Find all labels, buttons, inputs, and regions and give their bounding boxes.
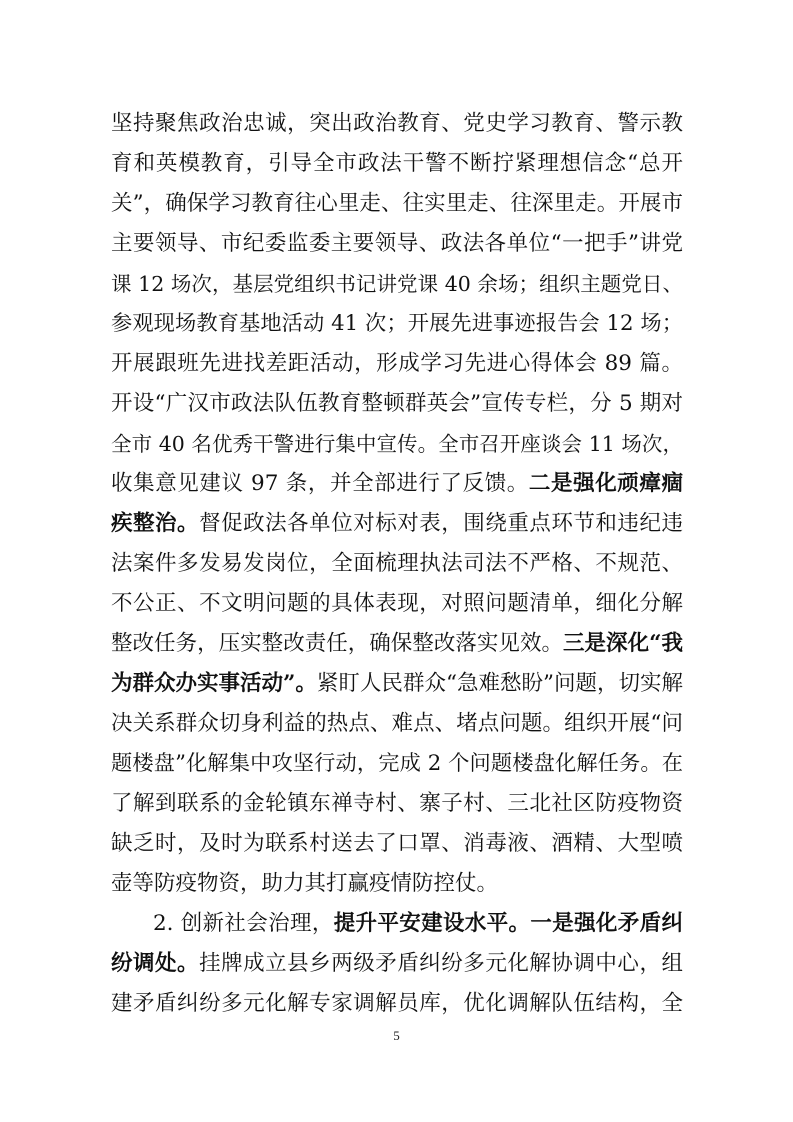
text-run: 挂牌成立县乡两级矛盾纠纷多元化解协调中心，组 xyxy=(199,951,683,976)
text-line: 开设“广汉市政法队伍教育整顿群英会”宣传专栏，分 5 期对 xyxy=(111,391,683,416)
bold-heading-run: 三是深化“我 xyxy=(563,631,683,656)
text-run: 督促政法各单位对标对表，围绕重点环节和违纪违 xyxy=(199,511,683,536)
text-line: 建矛盾纠纷多元化解专家调解员库，优化调解队伍结构，全 xyxy=(111,991,683,1016)
text-run: 收集意见建议 97 条，并全部进行了反馈。 xyxy=(111,471,529,496)
bold-heading-run: 提升平安建设水平。一是强化矛盾纠 xyxy=(333,911,683,936)
text-line: 缺乏时，及时为联系村送去了口罩、消毒液、酒精、大型喷 xyxy=(111,831,683,856)
text-line: 题楼盘”化解集中攻坚行动，完成 2 个问题楼盘化解任务。在 xyxy=(111,751,683,776)
text-line xyxy=(111,944,683,984)
text-line xyxy=(111,504,683,544)
text-line: 开展跟班先进找差距活动，形成学习先进心得体会 89 篇。 xyxy=(111,351,683,376)
text-line xyxy=(111,664,683,704)
text-line: 了解到联系的金轮镇东禅寺村、寨子村、三北社区防疫物资 xyxy=(111,791,683,816)
text-line: 法案件多发易发岗位，全面梳理执法司法不严格、不规范、 xyxy=(111,551,683,576)
text-line: 课 12 场次，基层党组织书记讲党课 40 余场；组织主题党日、 xyxy=(111,272,683,296)
bold-heading-run: 疾整治。 xyxy=(111,511,200,536)
text-line: 参观现场教育基地活动 41 次；开展先进事迹报告会 12 场； xyxy=(111,311,683,336)
text-line: 关”，确保学习教育往心里走、往实里走、往深里走。开展市 xyxy=(111,191,683,216)
bold-heading-run: 为群众办实事活动”。 xyxy=(111,671,317,696)
text-line xyxy=(153,904,683,944)
text-run: 2. 创新社会治理， xyxy=(153,911,334,936)
text-line: 不公正、不文明问题的具体表现，对照问题清单，细化分解 xyxy=(111,591,683,616)
text-line: 育和英模教育，引导全市政法干警不断拧紧理想信念“总开 xyxy=(111,151,683,176)
text-line xyxy=(111,464,683,504)
text-line: 主要领导、市纪委监委主要领导、政法各单位“一把手”讲党 xyxy=(111,231,683,256)
page-number: 5 xyxy=(393,1028,400,1043)
bold-heading-run: 纷调处。 xyxy=(111,951,200,976)
text-line: 坚持聚焦政治忠诚，突出政治教育、党史学习教育、警示教 xyxy=(111,111,683,136)
bold-heading-run: 二是强化顽瘴痼 xyxy=(528,471,683,496)
text-line xyxy=(111,624,683,664)
text-run: 紧盯人民群众“急难愁盼”问题，切实解 xyxy=(316,671,683,696)
text-line: 壶等防疫物资，助力其打赢疫情防控仗。 xyxy=(111,871,499,896)
text-line: 决关系群众切身利益的热点、难点、堵点问题。组织开展“问 xyxy=(111,711,683,736)
text-run: 整改任务，压实整改责任，确保整改落实见效。 xyxy=(111,631,563,656)
text-line: 全市 40 名优秀干警进行集中宣传。全市召开座谈会 11 场次， xyxy=(111,432,683,456)
